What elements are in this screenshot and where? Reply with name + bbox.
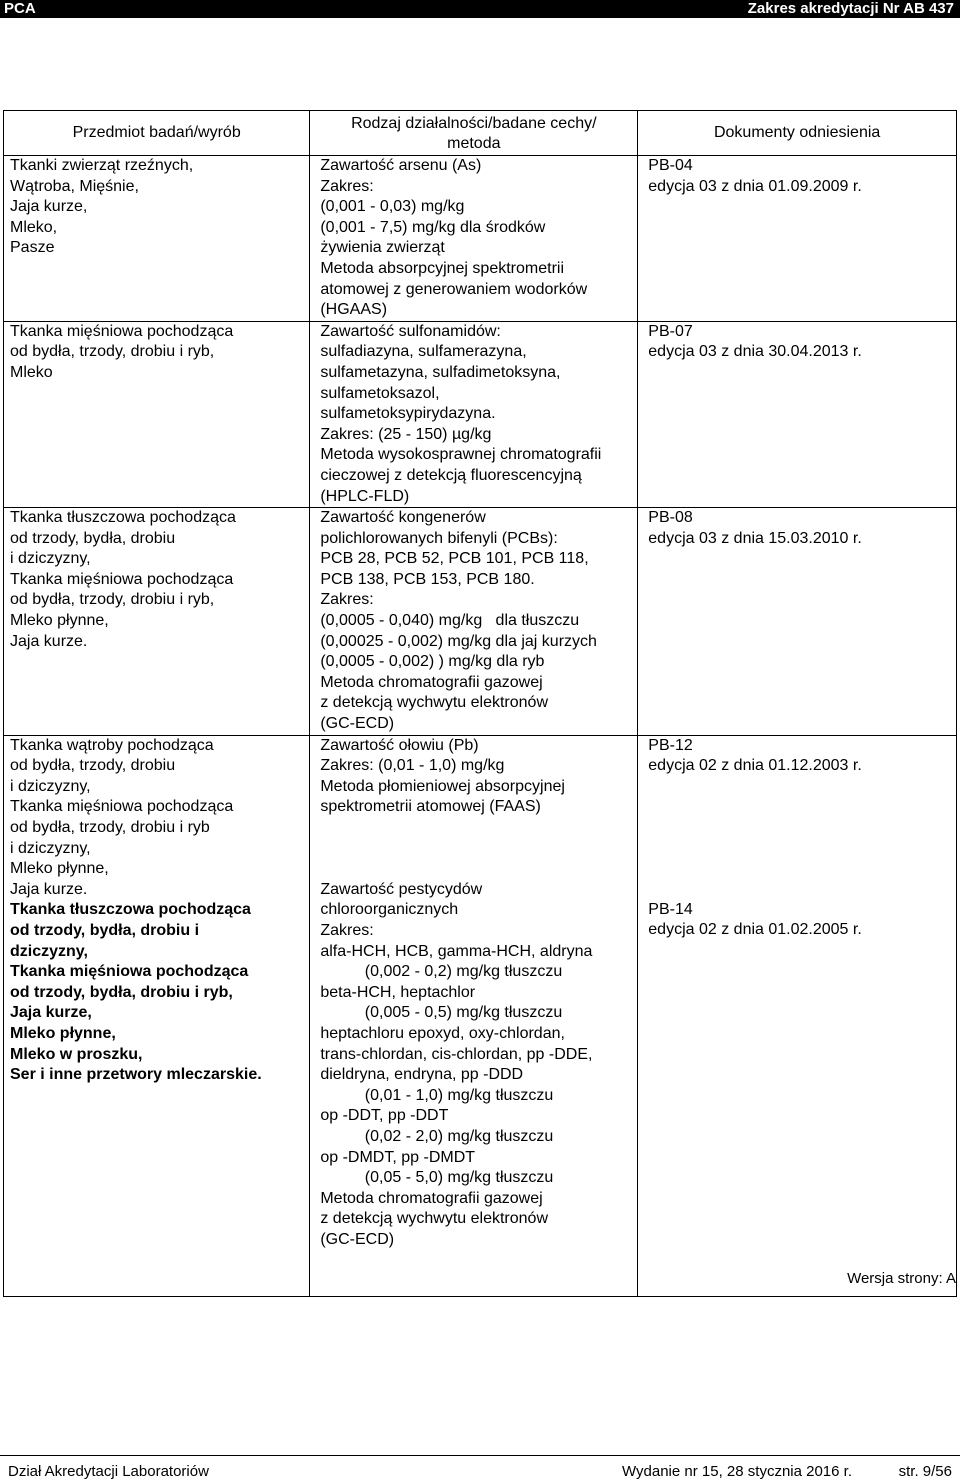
- column-header-subject: Przedmiot badań/wyrób: [4, 111, 310, 156]
- subject-cell: Tkanka tłuszczowa pochodząca od trzody, bydła, drobiu i dziczyzny, Tkanka mięśniowa pochodząca od bydła, trzody, drobiu i ryb, Mleko płynne, Jaja kurze.: [4, 508, 310, 736]
- method-cell: Zawartość kongenerów polichlorowanych bifenyli (PCBs): PCB 28, PCB 52, PCB 101, PCB 118, PCB 138, PCB 153, PCB 180. Zakres: (0,0005 - 0,040) mg/kg dla tłuszczu (0,00025 - 0,002) mg/kg dla jaj kurzych (0,0005 - 0,002) ) mg/kg dla ryb Metoda chromatografii gazowej z detekcją wychwytu elektronów (GC-ECD): [310, 508, 638, 736]
- method-cell: [310, 735, 638, 1296]
- subject-cell: [4, 735, 310, 1296]
- footer-edition: Wydanie nr 15, 28 stycznia 2016 r.: [622, 1463, 852, 1480]
- doc-edition: edycja 03 z dnia 01.09.2009 r.: [648, 177, 862, 195]
- method-text: Zawartość ołowiu (Pb) Zakres: (0,01 - 1,0) mg/kg Metoda płomieniowej absorpcyjnej spektrometrii atomowej (FAAS): [320, 736, 565, 816]
- subject-text: Tkanka wątroby pochodząca od bydła, trzody, drobiu i dziczyzny, Tkanka mięśniowa pochodząca od bydła, trzody, drobiu i ryb i dziczyzny, Mleko płynne, Jaja kurze.: [10, 736, 234, 898]
- header-accreditation-number: Zakres akredytacji Nr AB 437: [747, 0, 954, 17]
- doc-code: PB-07: [648, 322, 693, 340]
- column-header-method: Rodzaj działalności/badane cechy/ metoda: [310, 111, 638, 156]
- subject-cell: Tkanka mięśniowa pochodząca od bydła, trzody, drobiu i ryb, Mleko: [4, 321, 310, 507]
- documents-cell: [638, 735, 957, 1296]
- doc-code: PB-14: [648, 900, 693, 918]
- doc-edition: edycja 03 z dnia 30.04.2013 r.: [648, 343, 862, 361]
- column-header-documents: Dokumenty odniesienia: [638, 111, 957, 156]
- footer-department: Dział Akredytacji Laboratoriów: [8, 1463, 209, 1480]
- subject-cell: Tkanki zwierząt rzeźnych, Wątroba, Mięśnie, Jaja kurze, Mleko, Pasze: [4, 156, 310, 322]
- header-org-label: PCA: [4, 0, 36, 17]
- table-row: [4, 735, 957, 1296]
- documents-cell: [638, 321, 957, 507]
- doc-edition: edycja 02 z dnia 01.12.2003 r.: [648, 757, 862, 775]
- doc-edition: edycja 03 z dnia 15.03.2010 r.: [648, 529, 862, 547]
- method-cell: Zawartość arsenu (As) Zakres: (0,001 - 0,03) mg/kg (0,001 - 7,5) mg/kg dla środków żywienia zwierząt Metoda absorpcyjnej spektrometrii atomowej z generowaniem wodorków (HGAAS): [310, 156, 638, 322]
- doc-edition: edycja 02 z dnia 01.02.2005 r.: [648, 921, 862, 939]
- method-text: Zawartość pestycydów chloroorganicznych Zakres: alfa-HCH, HCB, gamma-HCH, aldryna (0,002 - 0,2) mg/kg tłuszczu beta-HCH, heptachlor (0,005 - 0,5) mg/kg tłuszczu heptachloru epoxyd, oxy-chlordan, trans-chlordan, cis-chlordan, pp -DDE, dieldryna, endryna, pp -DDD (0,01 - 1,0) mg/kg tłuszczu op -DDT, pp -DDT (0,02 - 2,0) mg/kg tłuszczu op -DMDT, pp -DMDT (0,05 - 5,0) mg/kg tłuszczu Metoda chromatografii gazowej z detekcją wychwytu elektronów (GC-ECD): [320, 880, 593, 1248]
- documents-cell: [638, 508, 957, 736]
- table-row: [4, 508, 957, 736]
- table-row: [4, 156, 957, 322]
- method-cell: Zawartość sulfonamidów: sulfadiazyna, sulfamerazyna, sulfametazyna, sulfadimetoksyna, sulfametoksazol, sulfametoksypirydazyna. Zakres: (25 - 150) µg/kg Metoda wysokosprawnej chromatografii cieczowej z detekcją fluorescencyjną (HPLC-FLD): [310, 321, 638, 507]
- footer-page-number: str. 9/56: [898, 1463, 952, 1480]
- page-version: Wersja strony: A: [847, 1270, 956, 1287]
- table-row: [4, 321, 957, 507]
- doc-code: PB-04: [648, 157, 693, 174]
- footer-divider: [0, 1455, 960, 1456]
- table-header-row: [4, 111, 957, 156]
- subject-text-bold: Tkanka tłuszczowa pochodząca od trzody, bydła, drobiu i dziczyzny, Tkanka mięśniowa pochodząca od trzody, bydła, drobiu i ryb, Jaja kurze, Mleko płynne, Mleko w proszku, Ser i inne przetwory mleczarskie.: [10, 901, 262, 1084]
- page-header: [0, 0, 960, 18]
- doc-code: PB-12: [648, 736, 693, 754]
- accreditation-scope-table: [3, 110, 957, 1297]
- doc-code: PB-08: [648, 509, 693, 527]
- documents-cell: [638, 156, 957, 322]
